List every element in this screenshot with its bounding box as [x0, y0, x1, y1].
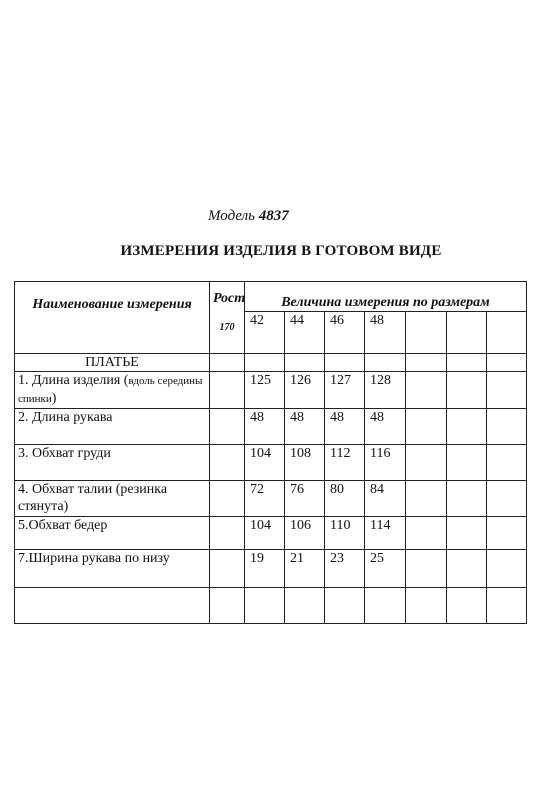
empty-row	[15, 588, 527, 624]
value-cell: 128	[365, 372, 406, 409]
row-label: 5.Обхват бедер	[15, 517, 210, 550]
table-row	[15, 517, 527, 550]
row-label: 3. Обхват груди	[15, 445, 210, 481]
size-cell	[487, 312, 527, 354]
value-cell: 127	[325, 372, 365, 409]
section-label: ПЛАТЬЕ	[15, 354, 210, 372]
value-cell: 108	[285, 445, 325, 481]
table-row	[15, 445, 527, 481]
row-label: 7.Ширина рукава по низу	[15, 550, 210, 588]
table-row	[15, 372, 527, 409]
measurement-table	[14, 281, 527, 624]
value-cell: 48	[245, 409, 285, 445]
value-cell: 19	[245, 550, 285, 588]
value-cell: 116	[365, 445, 406, 481]
value-cell: 104	[245, 445, 285, 481]
value-cell: 84	[365, 481, 406, 517]
table-row	[15, 409, 527, 445]
size-cell: 44	[285, 312, 325, 354]
size-cell: 46	[325, 312, 365, 354]
value-cell: 112	[325, 445, 365, 481]
header-rost-value: 170	[219, 322, 235, 333]
row-label: 2. Длина рукава	[15, 409, 210, 445]
row-label: 4. Обхват талии (резинка стянута)	[15, 481, 210, 517]
value-cell: 114	[365, 517, 406, 550]
value-cell: 110	[325, 517, 365, 550]
header-name-cell	[15, 282, 210, 354]
value-cell: 48	[285, 409, 325, 445]
value-cell: 104	[245, 517, 285, 550]
header-values: Величина измерения по размерам	[245, 282, 527, 312]
value-cell: 23	[325, 550, 365, 588]
header-rost-cell	[210, 282, 245, 354]
page-title: ИЗМЕРЕНИЯ ИЗДЕЛИЯ В ГОТОВОМ ВИДЕ	[120, 243, 442, 259]
size-cell: 42	[245, 312, 285, 354]
value-cell: 125	[245, 372, 285, 409]
table-row	[15, 481, 527, 517]
value-cell: 72	[245, 481, 285, 517]
row-label: 1. Длина изделия (вдоль середины спинки)	[15, 372, 210, 409]
header-name: Наименование измерения	[32, 297, 192, 312]
value-cell: 48	[365, 409, 406, 445]
size-cell	[406, 312, 447, 354]
model-label: Модель	[208, 208, 256, 224]
value-cell: 76	[285, 481, 325, 517]
value-cell: 126	[285, 372, 325, 409]
value-cell: 25	[365, 550, 406, 588]
value-cell: 80	[325, 481, 365, 517]
section-row	[15, 354, 527, 372]
value-cell: 48	[325, 409, 365, 445]
size-cell: 48	[365, 312, 406, 354]
table-row	[15, 550, 527, 588]
value-cell: 106	[285, 517, 325, 550]
model-number: 4837	[258, 208, 289, 224]
size-cell	[447, 312, 487, 354]
header-row	[15, 282, 527, 312]
model-caption	[208, 208, 289, 225]
header-rost: Рост	[213, 291, 246, 306]
value-cell: 21	[285, 550, 325, 588]
